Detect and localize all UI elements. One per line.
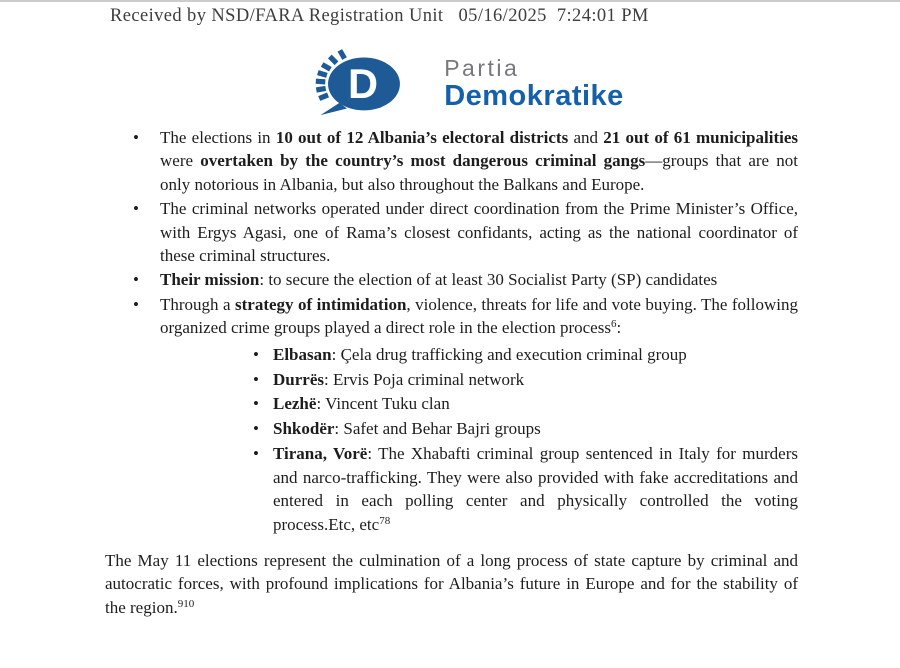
document-body [105, 126, 798, 619]
sub-bullet-lezhe: • Lezhë: Vincent Tuku clan [105, 392, 798, 415]
fara-received-stamp: Received by NSD/FARA Registration Unit 05/16/2025 7:24:01 PM [110, 6, 649, 26]
bullet-elections-overtaken: • The elections in 10 out of 12 Albania’s electoral districts and 21 out of 61 municipalities were overtaken by the country’s most dangerous criminal gangs—groups that are not only notorious in Albania, but also throughout the Balkans and Europe. [105, 126, 798, 196]
sub-bullet-elbasan: • Elbasan: Çela drug trafficking and execution criminal group [105, 343, 798, 366]
sub-bullet-tirana-vore: • Tirana, Vorë: The Xhabafti criminal group sentenced in Italy for murders and narco-trafficking. They were also provided with fake accreditations and entered in each polling center and physically controlled the voting process.Etc, etc$^{78}$ [105, 442, 798, 536]
party-logo-line1: Partia [444, 54, 520, 81]
party-logo-wordmark [444, 55, 624, 112]
closing-paragraph: The May 11 elections represent the culmination of a long process of state capture by criminal and autocratic forces, with profound implications for Albania’s future in Europe and for the stability of the region.$^{910}$ [105, 550, 798, 617]
main-bullet-list [105, 126, 798, 340]
bullet-strategy-of-intimidation: • Through a strategy of intimidation, violence, threats for life and vote buying. The following organized crime groups played a direct role in the election process$^6$: [105, 293, 798, 340]
party-logo-line2: Demokratike [444, 79, 624, 112]
svg-text:D: D [348, 60, 379, 108]
pd-emblem-icon [290, 48, 402, 118]
bullet-their-mission: • Their mission: to secure the election of at least 30 Socialist Party (SP) candidates [105, 268, 798, 291]
party-logo [14, 48, 900, 118]
sub-bullet-durres: • Durrës: Ervis Poja criminal network [105, 368, 798, 391]
crime-groups-list [105, 343, 798, 536]
bullet-criminal-networks: • The criminal networks operated under direct coordination from the Prime Minister’s Office, with Ergys Agasi, one of Rama’s closest confidants, acting as the national coordinator of these criminal structures. [105, 197, 798, 267]
sub-bullet-shkoder: • Shkodër: Safet and Behar Bajri groups [105, 417, 798, 440]
